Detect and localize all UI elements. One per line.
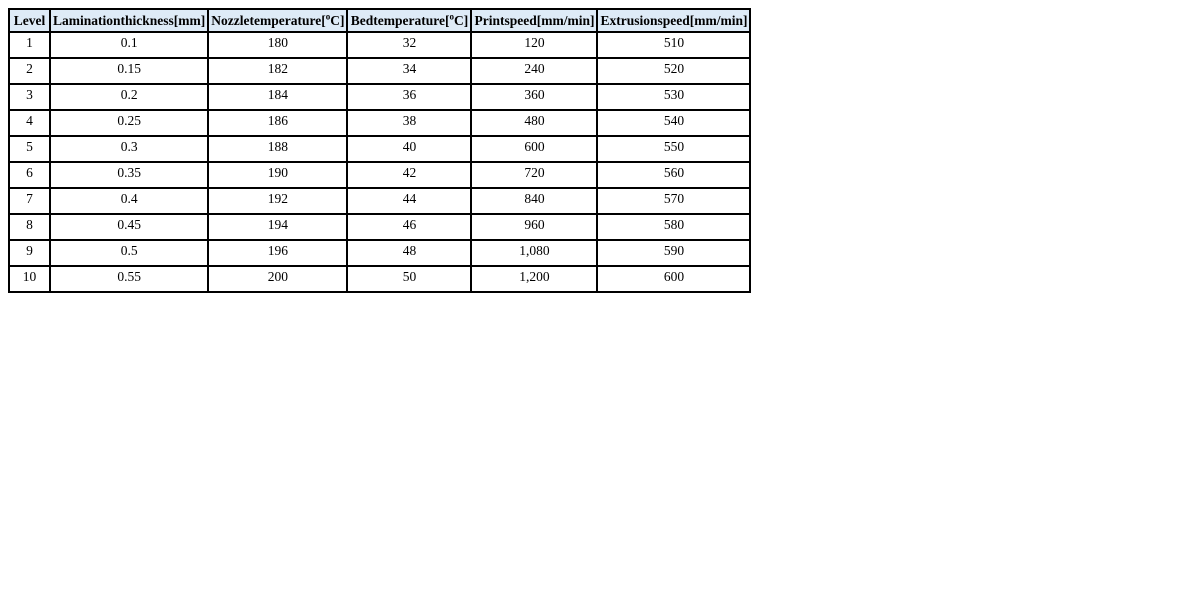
table-cell-lamination-thickness: 0.2 xyxy=(50,84,208,110)
table-cell-extrusion-speed: 550 xyxy=(597,136,750,162)
table-cell-nozzle-temperature: 184 xyxy=(208,84,347,110)
table-cell-bed-temperature: 40 xyxy=(347,136,471,162)
table-cell-print-speed: 240 xyxy=(471,58,597,84)
table-cell-level: 10 xyxy=(9,266,50,292)
table-cell-lamination-thickness: 0.5 xyxy=(50,240,208,266)
table-cell-level: 2 xyxy=(9,58,50,84)
table-row xyxy=(9,266,750,292)
table-cell-bed-temperature: 48 xyxy=(347,240,471,266)
table-cell-bed-temperature: 44 xyxy=(347,188,471,214)
table-body xyxy=(9,32,750,292)
table-row xyxy=(9,58,750,84)
table-cell-extrusion-speed: 540 xyxy=(597,110,750,136)
table-cell-nozzle-temperature: 196 xyxy=(208,240,347,266)
superscript-degree-o: o xyxy=(449,11,454,21)
column-header-level: Level xyxy=(9,9,50,32)
table-cell-print-speed: 960 xyxy=(471,214,597,240)
table-cell-level: 6 xyxy=(9,162,50,188)
table-cell-lamination-thickness: 0.25 xyxy=(50,110,208,136)
table-cell-nozzle-temperature: 192 xyxy=(208,188,347,214)
table-cell-print-speed: 120 xyxy=(471,32,597,58)
table-cell-print-speed: 720 xyxy=(471,162,597,188)
table-cell-bed-temperature: 36 xyxy=(347,84,471,110)
table-cell-print-speed: 840 xyxy=(471,188,597,214)
table-row xyxy=(9,188,750,214)
table-cell-extrusion-speed: 580 xyxy=(597,214,750,240)
table-cell-print-speed: 480 xyxy=(471,110,597,136)
table-row xyxy=(9,214,750,240)
table-cell-print-speed: 1,080 xyxy=(471,240,597,266)
column-header-extrusion-speed: Extrusionspeed[mm/min] xyxy=(597,9,750,32)
table-cell-extrusion-speed: 570 xyxy=(597,188,750,214)
table-cell-extrusion-speed: 530 xyxy=(597,84,750,110)
table-cell-nozzle-temperature: 188 xyxy=(208,136,347,162)
table-cell-lamination-thickness: 0.4 xyxy=(50,188,208,214)
table-cell-lamination-thickness: 0.3 xyxy=(50,136,208,162)
table-cell-print-speed: 1,200 xyxy=(471,266,597,292)
table-cell-level: 3 xyxy=(9,84,50,110)
table-cell-nozzle-temperature: 190 xyxy=(208,162,347,188)
column-header-bed-temperature: Bedtemperature[$^o$C] xyxy=(347,9,471,32)
table-cell-print-speed: 600 xyxy=(471,136,597,162)
table-row xyxy=(9,9,750,32)
table-cell-level: 4 xyxy=(9,110,50,136)
table-cell-bed-temperature: 50 xyxy=(347,266,471,292)
table-cell-level: 5 xyxy=(9,136,50,162)
table-cell-extrusion-speed: 590 xyxy=(597,240,750,266)
table-cell-level: 7 xyxy=(9,188,50,214)
table-cell-bed-temperature: 38 xyxy=(347,110,471,136)
table-cell-lamination-thickness: 0.45 xyxy=(50,214,208,240)
table-cell-nozzle-temperature: 180 xyxy=(208,32,347,58)
table-cell-print-speed: 360 xyxy=(471,84,597,110)
table-cell-extrusion-speed: 600 xyxy=(597,266,750,292)
table-row xyxy=(9,84,750,110)
table-cell-lamination-thickness: 0.1 xyxy=(50,32,208,58)
table-cell-lamination-thickness: 0.15 xyxy=(50,58,208,84)
table-cell-bed-temperature: 42 xyxy=(347,162,471,188)
table-cell-lamination-thickness: 0.35 xyxy=(50,162,208,188)
table-cell-level: 8 xyxy=(9,214,50,240)
superscript-degree-o: o xyxy=(325,11,331,21)
table-row xyxy=(9,240,750,266)
table-row xyxy=(9,162,750,188)
table-cell-bed-temperature: 34 xyxy=(347,58,471,84)
column-header-nozzle-temperature: Nozzletemperature[$^o$C] xyxy=(208,9,347,32)
table-cell-extrusion-speed: 510 xyxy=(597,32,750,58)
table-row xyxy=(9,32,750,58)
table-row xyxy=(9,136,750,162)
table-cell-extrusion-speed: 560 xyxy=(597,162,750,188)
table-row xyxy=(9,110,750,136)
table-cell-nozzle-temperature: 194 xyxy=(208,214,347,240)
table-cell-nozzle-temperature: 182 xyxy=(208,58,347,84)
table-cell-bed-temperature: 32 xyxy=(347,32,471,58)
table-cell-level: 1 xyxy=(9,32,50,58)
table-cell-extrusion-speed: 520 xyxy=(597,58,750,84)
table-cell-bed-temperature: 46 xyxy=(347,214,471,240)
table-cell-lamination-thickness: 0.55 xyxy=(50,266,208,292)
column-header-lamination-thickness: Laminationthickness[mm] xyxy=(50,9,208,32)
process-parameters-levels-table xyxy=(8,8,751,293)
table-header-row xyxy=(9,9,750,32)
table-cell-nozzle-temperature: 200 xyxy=(208,266,347,292)
table-cell-nozzle-temperature: 186 xyxy=(208,110,347,136)
table-cell-level: 9 xyxy=(9,240,50,266)
column-header-print-speed: Printspeed[mm/min] xyxy=(471,9,597,32)
